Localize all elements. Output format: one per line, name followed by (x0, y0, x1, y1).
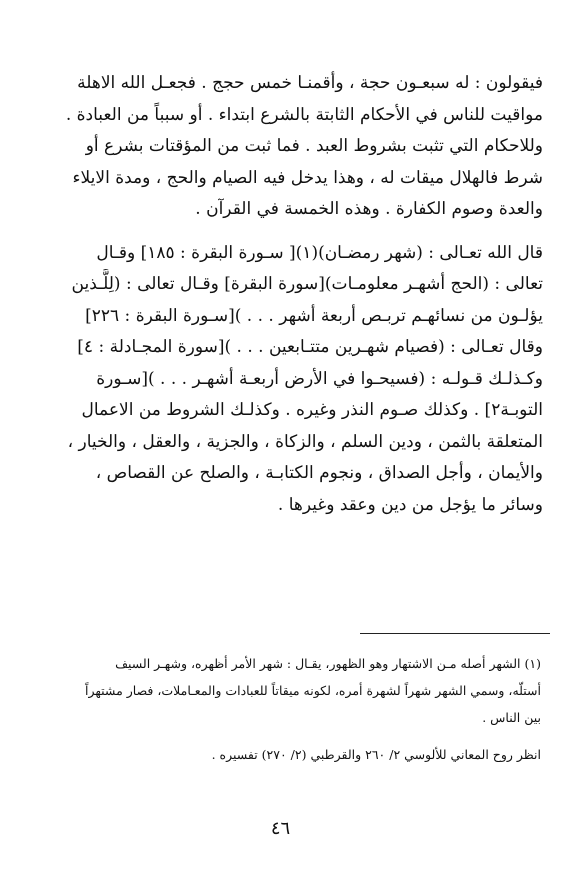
text-line: المتعلقة بالثمن ، ودين السلم ، والزكاة ، والجزية ، والعقل ، والخيار ، (67, 431, 543, 452)
footnotes (18, 650, 541, 768)
text-line: التوبـة٢] . وكذلك صـوم النذر وغيره . وكذلـك الشروط من الاعمال (81, 400, 543, 420)
paragraph (30, 238, 543, 522)
footnote-reference (18, 741, 541, 768)
footnote-divider (360, 633, 550, 634)
footnote-line: (١) الشهر أصله مـن الاشتهار وهو الظهور، يقـال : شهر الأمر أظهره، وشهـر السيف (115, 656, 541, 671)
text-line: يؤلـون من نسائهـم تربـص أربعة أشهر . . . )[سـورة البقرة : ٢٢٦] (85, 305, 543, 326)
text-line: وكـذلـك قـولـه : (فسيحـوا في الأرض أربعـة أشهـر . . . )[سـورة (96, 368, 543, 389)
text-line: تعالى : (الحج أشهـر معلومـات)[سورة البقرة] وقـال تعالى : (لِلَّـذين (71, 274, 543, 294)
text-line: وللاحكام التي تثبت بشروط العبد . فما ثبت من المؤقتات بشرع أو (85, 136, 543, 156)
page-number: ٤٦ (270, 818, 291, 839)
main-text (30, 68, 543, 521)
footnote-line: بين الناس . (482, 710, 541, 725)
text-line: قال الله تعـالى : (شهر رمضـان)(١)[ سـورة البقرة : ١٨٥] وقـال (96, 242, 543, 263)
text-line: شرط فالهلال ميقات له ، وهذا يدخل فيه الصيام والحج ، ومدة الايلاء (72, 167, 543, 188)
text-line: والأيمان ، وأجل الصداق ، ونجوم الكتابـة ، والصلح عن القصاص ، (95, 463, 543, 483)
footnote-line: انظر روح المعاني للألوسي ٢/ ٢٦٠ والقرطبي (٢/ ٢٧٠) تفسيره . (211, 747, 541, 762)
text-line: وسائر ما يؤجل من دين وعقد وغيرها . (277, 494, 543, 515)
text-line: والعدة وصوم الكفارة . وهذه الخمسة في القرآن . (195, 199, 543, 219)
text-line: مواقيت للناس في الأحكام الثابتة بالشرع ابتداء . أو سبباً من العبادة . (65, 104, 543, 125)
text-line: وقال تعـالى : (فصيام شهـرين متتـابعين . . . )[سورة المجـادلة : ٤] (77, 337, 543, 357)
footnote (18, 650, 541, 731)
footnote-line: أستلّه، وسمي الشهر شهراً لشهرة أمره، لكونه ميقاتاً للعبادات والمعـاملات، فصار مشتهراً (85, 683, 541, 698)
text-line: فيقولون : له سبعـون حجة ، وأقمنـا خمس حجج . فجعـل الله الاهلة (77, 73, 543, 93)
paragraph (30, 68, 543, 226)
